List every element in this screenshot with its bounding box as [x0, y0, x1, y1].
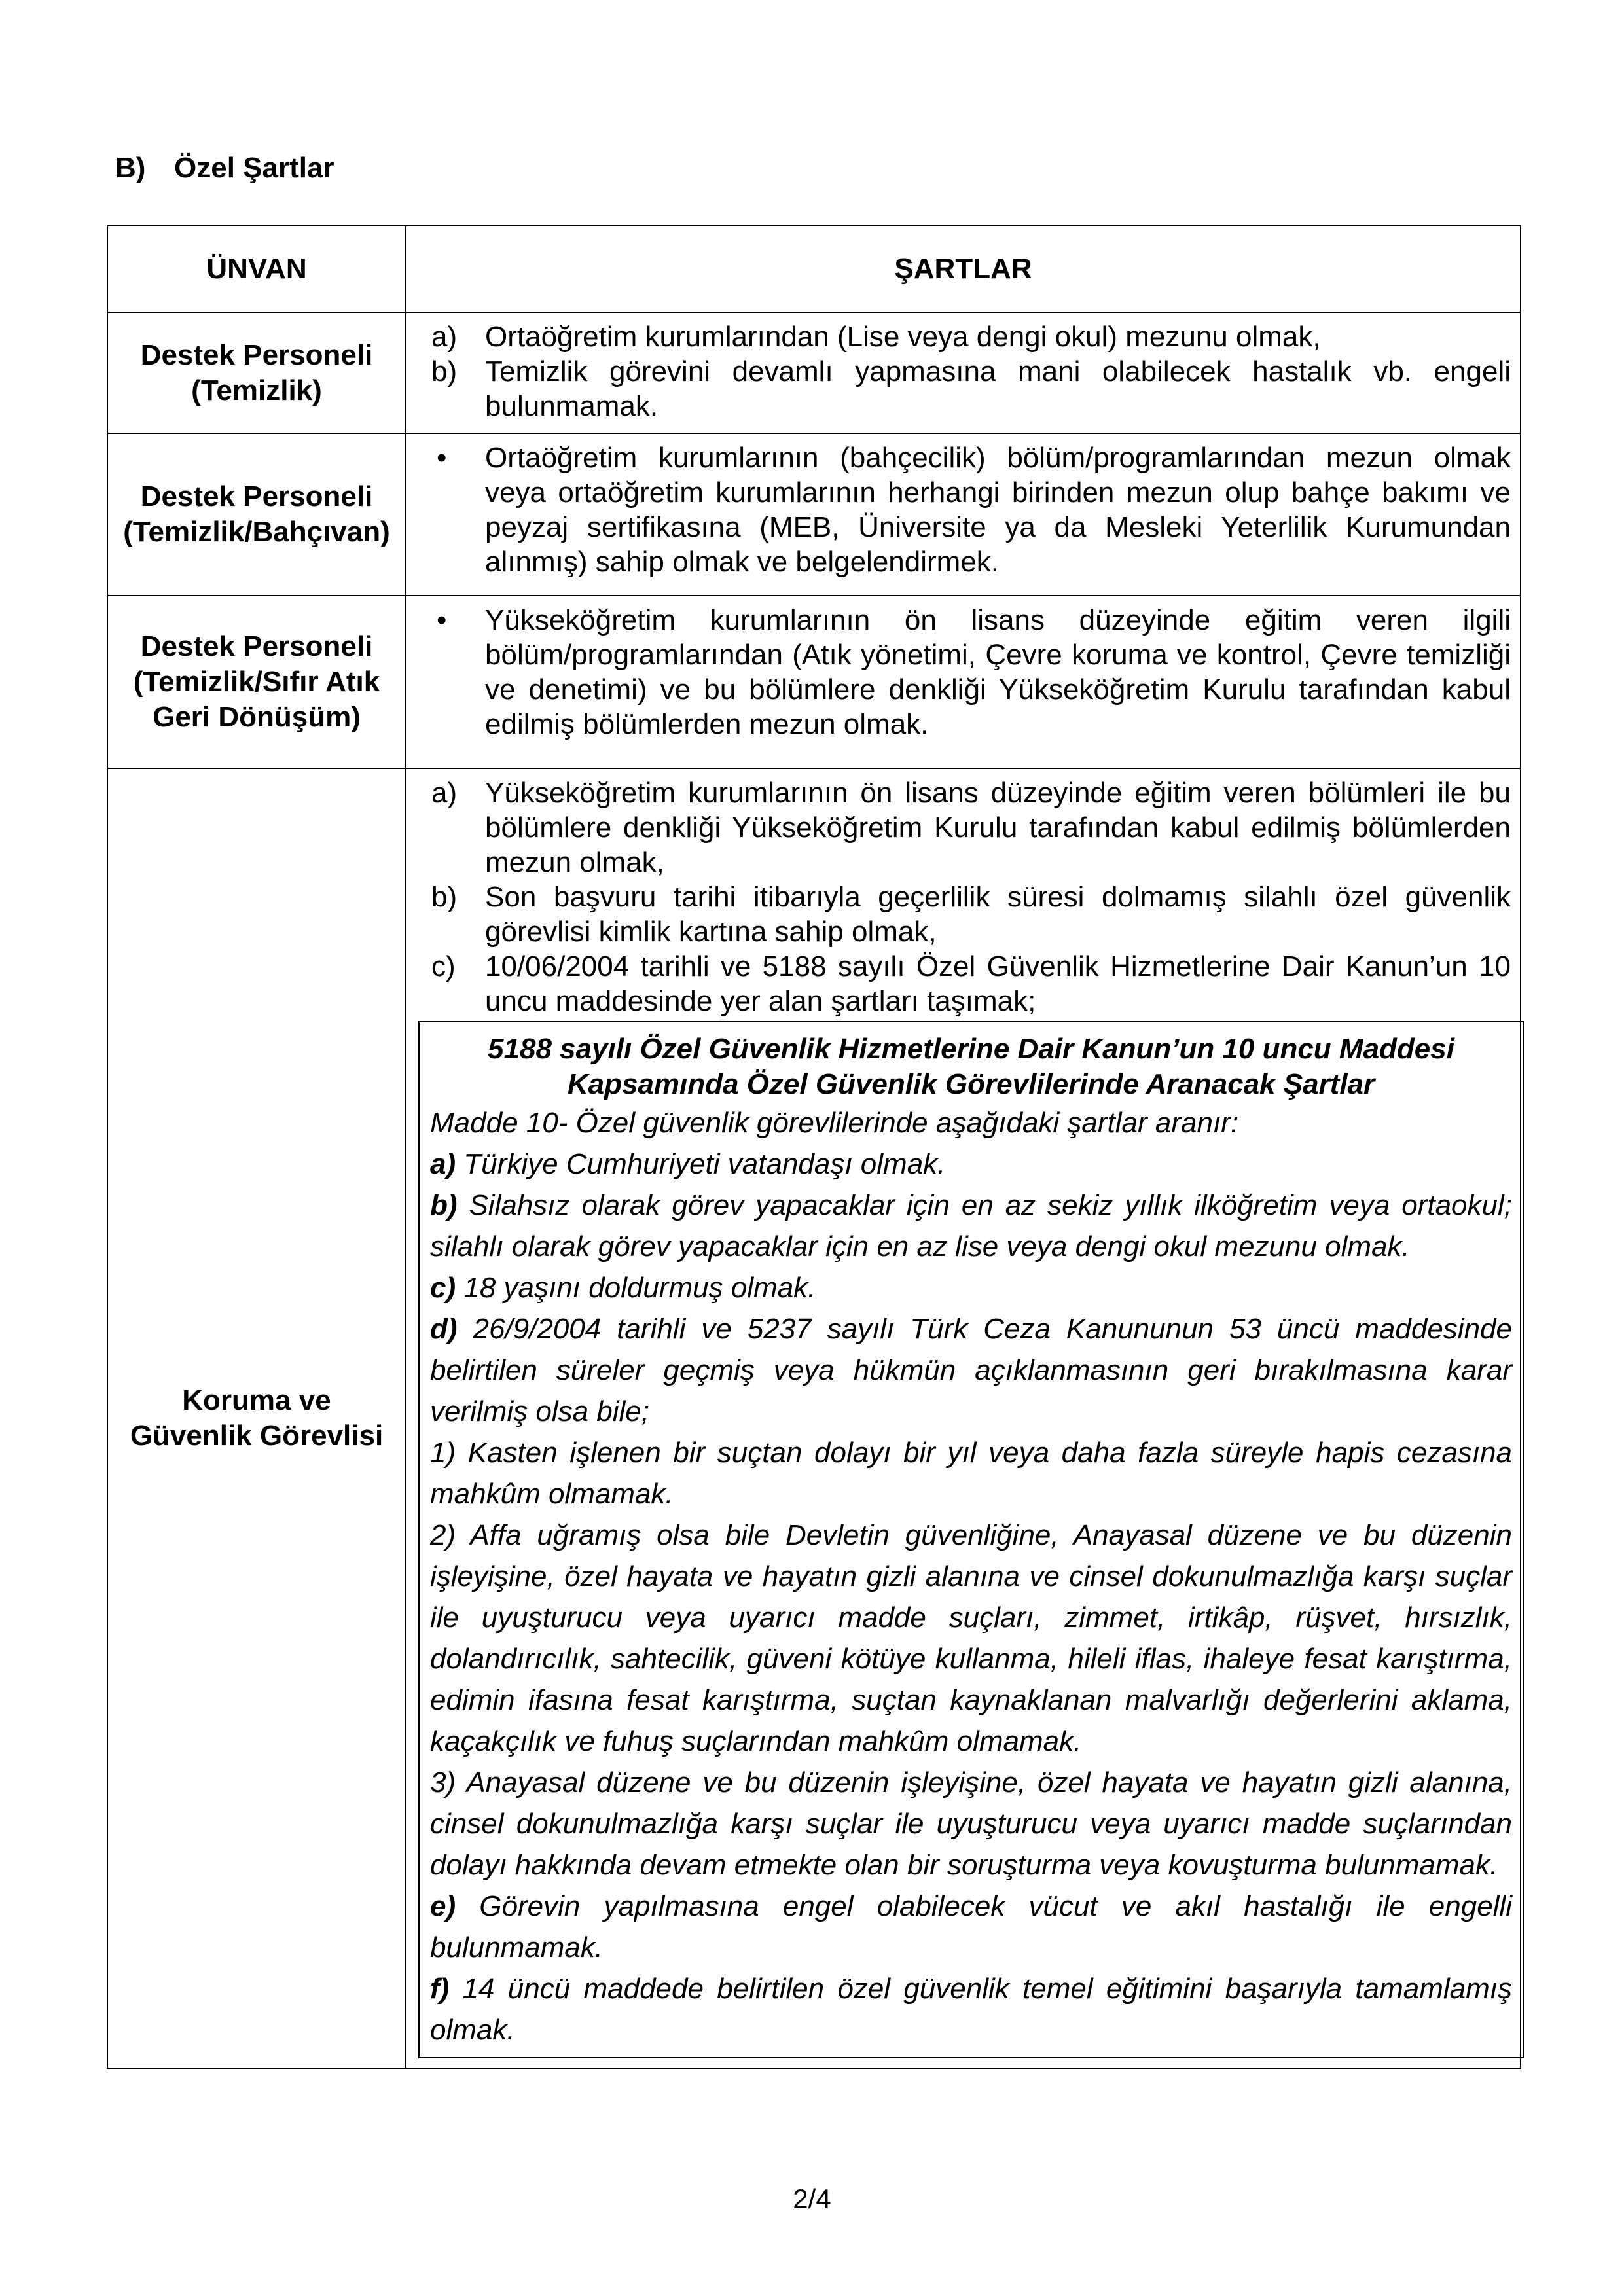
table-header-row [107, 226, 1521, 312]
law-paragraph-text: 2) Affa uğramış olsa bile Devletin güvenliğine, Anayasal düzene ve bu düzenin işleyişine, özel hayata ve hayatın gizli alanına ve cinsel dokunulmazlığa karşı suçlar ile uyuşturucu veya uyarıcı madde suçları, zimmet, irtikâp, rüşvet, hırsızlık, dolandırıcılık, sahtecilik, güveni kötüye kullanma, hileli iflas, ihaleye fesat karıştırma, edimin ifasına fesat karıştırma, suçtan kaynaklanan malvarlığı değerlerini aklama, kaçakçılık ve fuhuş suçlarından mahkûm olmamak. [430, 1519, 1512, 1757]
law-paragraph-label: f) [430, 1973, 450, 2005]
list-item-text: 10/06/2004 tarihli ve 5188 sayılı Özel Güvenlik Hizmetlerine Dair Kanun’un 10 uncu maddesinde yer alan şartları taşımak; [485, 950, 1511, 1017]
condition-bullet-list [431, 440, 1511, 579]
list-marker: a) [431, 777, 458, 809]
position-title-line: Güvenlik Görevlisi [130, 1420, 384, 1452]
list-item [431, 776, 1511, 880]
condition-bullet-list [431, 603, 1511, 742]
requirements-table [107, 225, 1521, 2069]
list-item [431, 880, 1511, 949]
position-conditions [406, 433, 1521, 596]
list-marker: a) [431, 321, 458, 353]
list-marker: c) [431, 950, 456, 982]
table-row [107, 596, 1521, 768]
list-item-text: Temizlik görevini devamlı yapmasına mani olabilecek hastalık vb. engeli bulunmamak. [485, 355, 1511, 422]
header-title: ÜNVAN [107, 226, 406, 312]
position-title-line: (Temizlik/Bahçıvan) [123, 516, 390, 548]
list-item [431, 354, 1511, 423]
position-title-line: Destek Personeli [140, 630, 373, 662]
section-letter: B) [115, 152, 146, 184]
position-title-line: Destek Personeli [140, 338, 373, 371]
law-paragraph [430, 1886, 1512, 1968]
list-marker: b) [431, 881, 458, 913]
position-title-line: Koruma ve [182, 1384, 331, 1416]
law-paragraph-label: b) [430, 1189, 458, 1221]
law-paragraph-text: 3) Anayasal düzene ve bu düzenin işleyişine, özel hayata ve hayatın gizli alanına, cinsel dokunulmazlığa karşı suçlar ile uyuşturucu veya uyarıcı madde suçlarından dolayı hakkında devam etmekte olan bir soruşturma veya kovuşturma bulunmamak. [430, 1767, 1512, 1881]
law-paragraph-label: a) [430, 1148, 456, 1180]
header-conditions: ŞARTLAR [406, 226, 1521, 312]
condition-list [431, 319, 1511, 423]
list-item [431, 440, 1511, 579]
law-paragraph [430, 1267, 1512, 1308]
position-title-line: Geri Dönüşüm) [153, 701, 361, 733]
condition-list [431, 776, 1511, 1018]
page-number: 2/4 [793, 2183, 831, 2214]
position-title [107, 768, 406, 2068]
list-item [431, 319, 1511, 354]
position-conditions [406, 596, 1521, 768]
law-paragraph [430, 1308, 1512, 1432]
law-paragraph [430, 1432, 1512, 1515]
list-item-text: Son başvuru tarihi itibarıyla geçerlilik süresi dolmamış silahlı özel güvenlik görevlisi kimlik kartına sahip olmak, [485, 881, 1511, 948]
position-conditions [406, 312, 1521, 433]
table-row [107, 312, 1521, 433]
list-item-text: Ortaöğretim kurumlarının (bahçecilik) bölüm/programlarından mezun olmak veya ortaöğretim kurumlarının herhangi birinden mezun olup bahçe bakımı ve peyzaj sertifikasına (MEB, Üniversite ya da Mesleki Yeterlilik Kurumundan alınmış) sahip olmak ve belgelendirmek. [485, 442, 1511, 578]
position-title [107, 312, 406, 433]
law-excerpt-title: Kapsamında Özel Güvenlik Görevlilerinde Aranacak Şartlar [567, 1068, 1375, 1100]
list-item-text: Yükseköğretim kurumlarının ön lisans düzeyinde eğitim veren ilgili bölüm/programlarından (Atık yönetimi, Çevre koruma ve kontrol, Çevre temizliği ve denetimi) ve bu bölümlere denkliği Yükseköğretim Kurulu tarafından kabul edilmiş bölümlerden mezun olmak. [485, 604, 1511, 740]
list-marker: • [437, 604, 447, 636]
law-excerpt-box [418, 1021, 1524, 2058]
law-paragraph-label: d) [430, 1313, 458, 1345]
position-title [107, 596, 406, 768]
section-title: Özel Şartlar [174, 152, 334, 184]
law-paragraph-text: 1) Kasten işlenen bir suçtan dolayı bir yıl veya daha fazla süreyle hapis cezasına mahkûm olmamak. [430, 1437, 1512, 1510]
list-item [431, 949, 1511, 1018]
law-paragraph-text: 26/9/2004 tarihli ve 5237 sayılı Türk Ceza Kanununun 53 üncü maddesinde belirtilen süreler geçmiş veya hükmün açıklanmasının geri bırakılmasına karar verilmiş olsa bile; [430, 1313, 1512, 1427]
law-paragraph [430, 1143, 1512, 1185]
section-heading [115, 152, 334, 185]
list-marker: • [437, 442, 447, 474]
law-article-intro: Madde 10- Özel güvenlik görevlilerinde aşağıdaki şartlar aranır: [430, 1107, 1239, 1139]
position-title-line: Destek Personeli [140, 480, 373, 512]
position-title [107, 433, 406, 596]
law-paragraph-label: e) [430, 1890, 456, 1922]
position-title-line: (Temizlik/Sıfır Atık [133, 666, 380, 698]
law-paragraph-text: 18 yaşını doldurmuş olmak. [456, 1272, 816, 1304]
law-paragraph [430, 1185, 1512, 1267]
law-paragraph [430, 1968, 1512, 2051]
law-paragraph [430, 1762, 1512, 1886]
list-item-text: Ortaöğretim kurumlarından (Lise veya dengi okul) mezunu olmak, [485, 321, 1321, 353]
list-marker: b) [431, 355, 458, 387]
law-paragraph-text: Silahsız olarak görev yapacaklar için en az sekiz yıllık ilköğretim veya ortaokul; silahlı olarak görev yapacaklar için en az lise veya dengi okul mezunu olmak. [430, 1189, 1512, 1263]
law-paragraph-text: Görevin yapılmasına engel olabilecek vücut ve akıl hastalığı ile engelli bulunmamak. [430, 1890, 1512, 1964]
position-conditions [406, 768, 1521, 2068]
law-paragraph-label: c) [430, 1272, 456, 1304]
law-paragraph-text: Türkiye Cumhuriyeti vatandaşı olmak. [456, 1148, 946, 1180]
table-row [107, 768, 1521, 2068]
table-row [107, 433, 1521, 596]
law-excerpt-title: 5188 sayılı Özel Güvenlik Hizmetlerine Dair Kanun’un 10 uncu Maddesi [488, 1033, 1454, 1065]
list-item [431, 603, 1511, 742]
list-item-text: Yükseköğretim kurumlarının ön lisans düzeyinde eğitim veren bölümleri ile bu bölümlere denkliği Yükseköğretim Kurulu tarafından kabul edilmiş bölümlerden mezun olmak, [485, 777, 1511, 878]
law-paragraph-text: 14 üncü maddede belirtilen özel güvenlik temel eğitimini başarıyla tamamlamış olmak. [430, 1973, 1512, 2046]
position-title-line: (Temizlik) [191, 374, 322, 406]
law-paragraph [430, 1515, 1512, 1762]
